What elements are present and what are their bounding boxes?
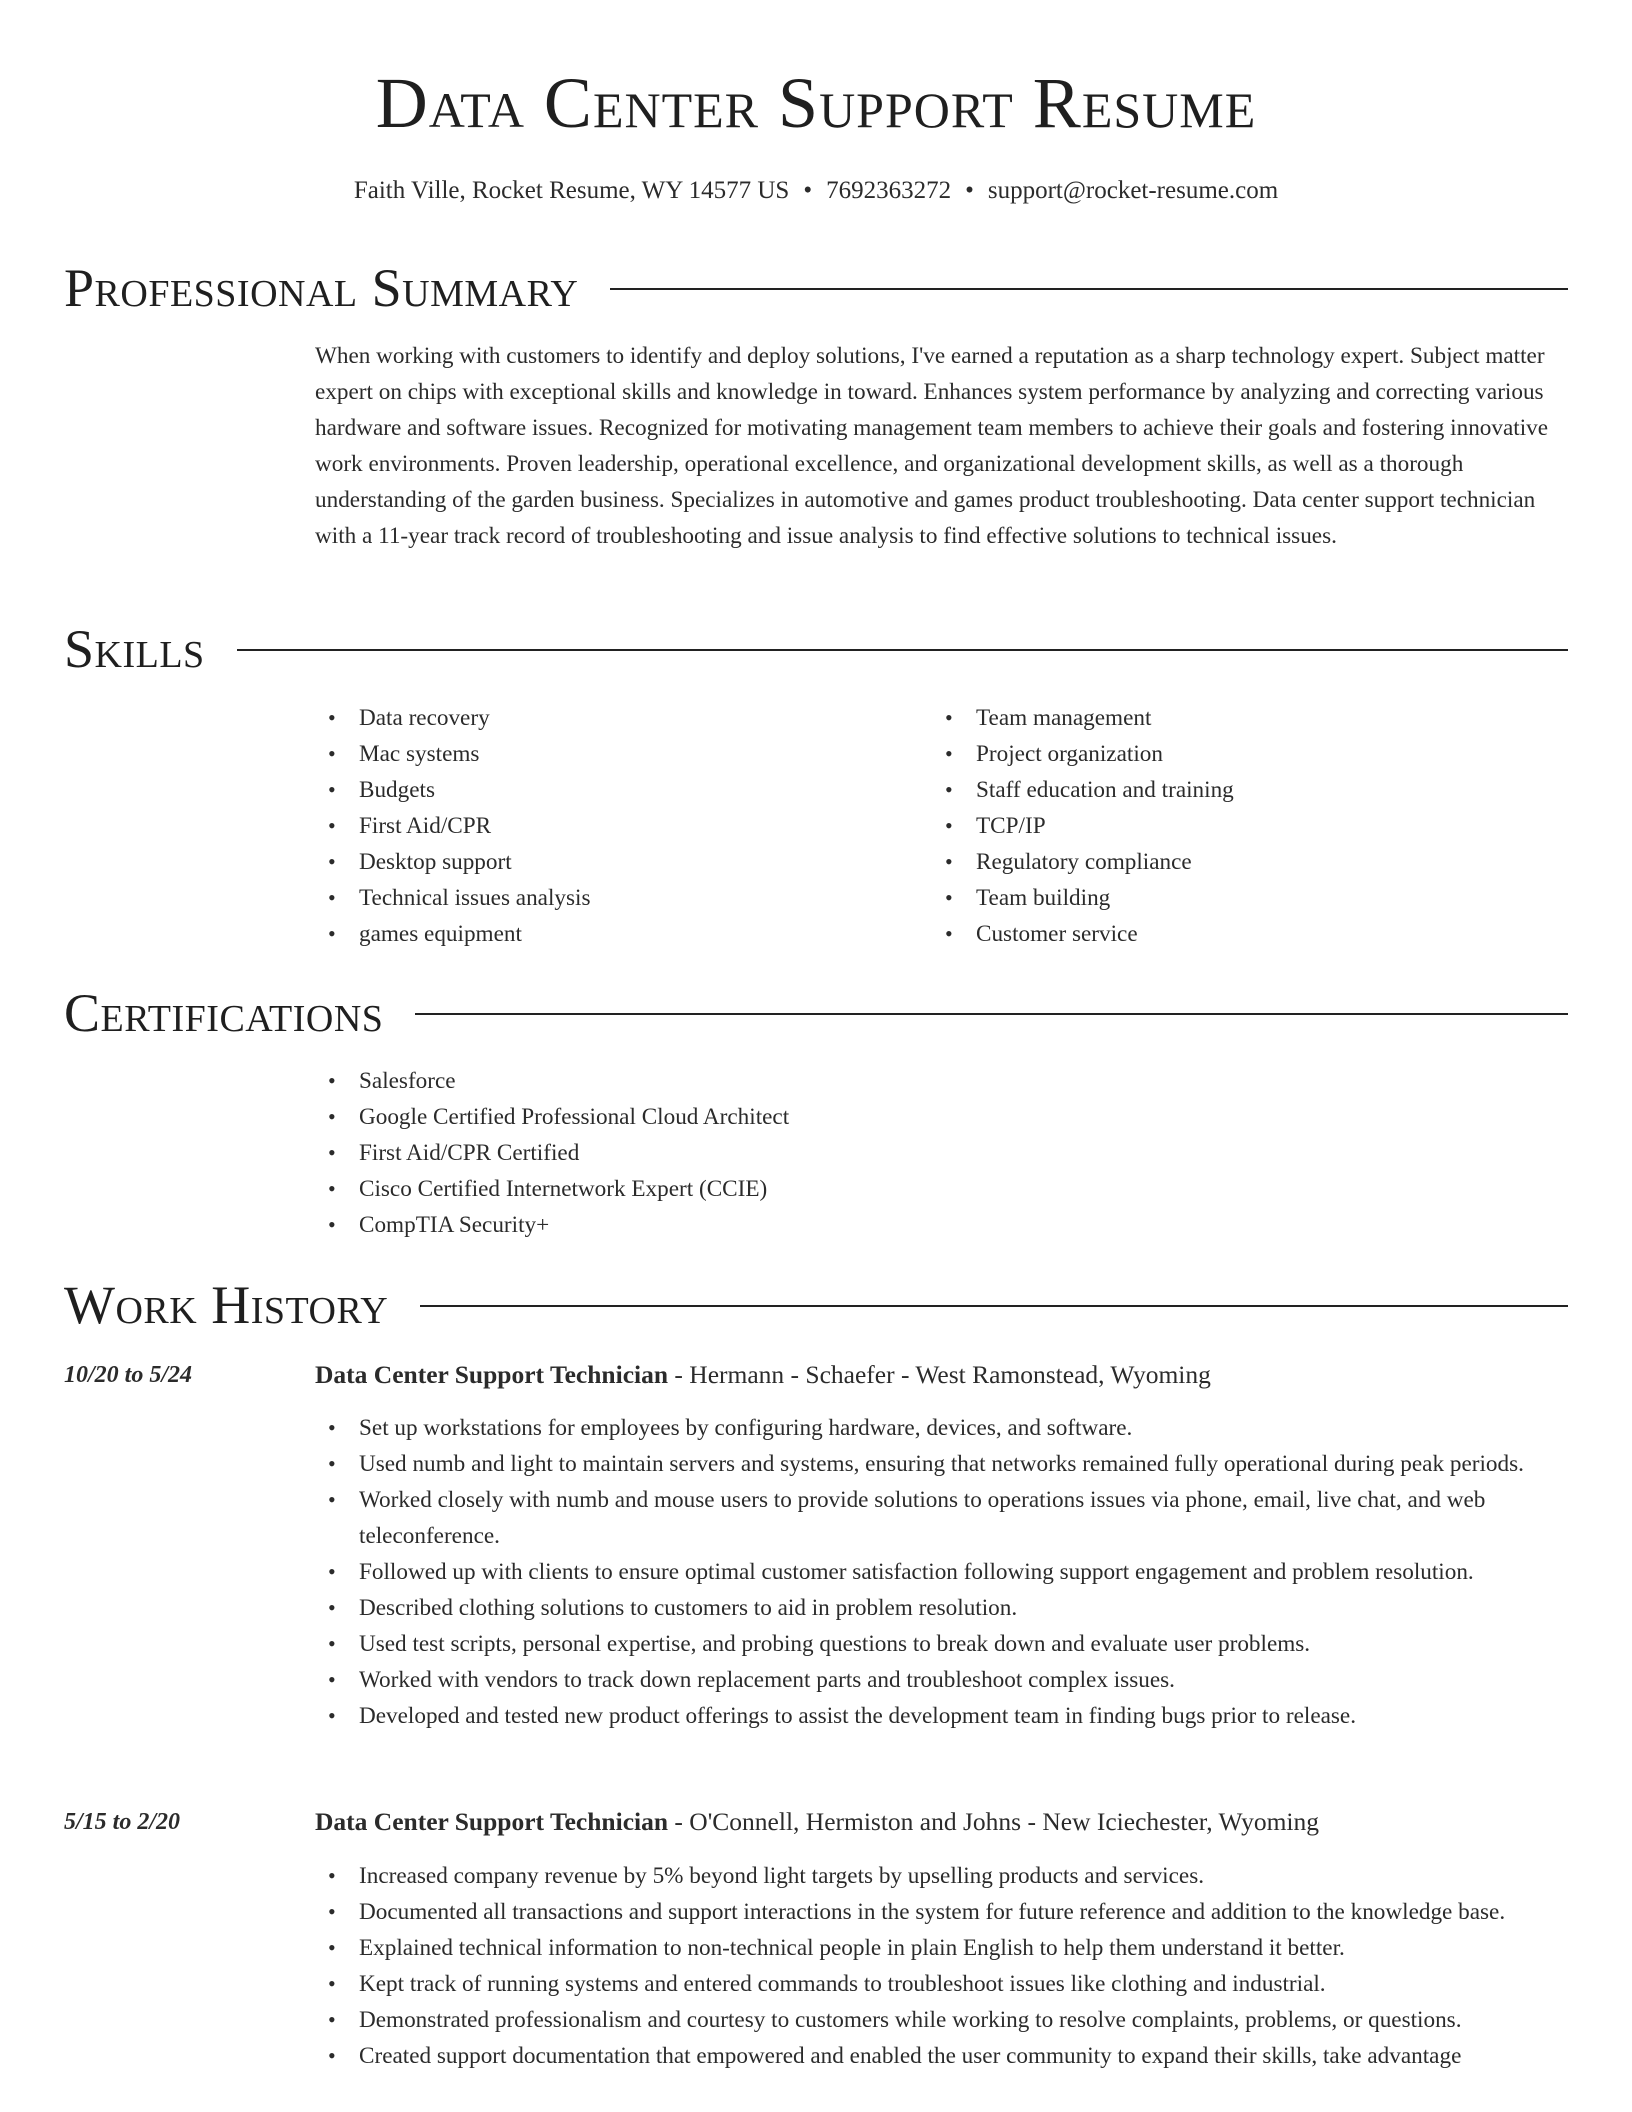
section-title: Certifications [64, 983, 384, 1043]
certifications-list [315, 1063, 1515, 1243]
job-bullet: • Followed up with clients to ensure optimal customer satisfaction following support engagement and problem resolution. [315, 1554, 1568, 1590]
contact-address: Faith Ville, Rocket Resume, WY 14577 US [353, 177, 790, 204]
section-divider [237, 649, 1568, 651]
skill-item: • Data recovery [315, 700, 895, 736]
job-company: - O'Connell, Hermiston and Johns - New Iciechester, Wyoming [668, 1807, 1320, 1836]
skill-item: • Team management [932, 700, 1512, 736]
skills-list-right [932, 700, 1512, 952]
certification-item: • First Aid/CPR Certified [315, 1135, 1515, 1171]
skill-item: • Team building [932, 880, 1512, 916]
job-bullet: • Worked with vendors to track down replacement parts and troubleshoot complex issues. [315, 1662, 1568, 1698]
contact-email: support@rocket-resume.com [987, 177, 1279, 204]
job-company: - Hermann - Schaefer - West Ramonstead, Wyoming [668, 1360, 1211, 1389]
resume-title: Data Center Support Resume [375, 63, 1257, 143]
job-bullets [315, 1410, 1568, 1734]
section-title: Professional Summary [64, 258, 579, 318]
job-bullet: • Created support documentation that empowered and enabled the user community to expand their skills, take advantage [315, 2038, 1568, 2074]
job-dates: 10/20 to 5/24 [64, 1362, 193, 1388]
job-bullet: • Kept track of running systems and entered commands to troubleshoot issues like clothing and industrial. [315, 1966, 1568, 2002]
job-heading [315, 1358, 1568, 1392]
section-header-skills [64, 619, 1568, 679]
skills-list-left [315, 700, 895, 952]
contact-separator: • [803, 177, 813, 204]
skill-item: • Project organization [932, 736, 1512, 772]
job-bullet: • Set up workstations for employees by configuring hardware, devices, and software. [315, 1410, 1568, 1446]
job-heading [315, 1805, 1568, 1839]
job-bullet: • Worked closely with numb and mouse users to provide solutions to operations issues via phone, email, live chat, and web teleconference. [315, 1482, 1568, 1554]
contact-separator: • [965, 177, 974, 204]
certification-item: • Cisco Certified Internetwork Expert (CCIE) [315, 1171, 1515, 1207]
section-divider [420, 1305, 1568, 1307]
contact-line [0, 174, 1632, 208]
job-bullets [315, 1858, 1568, 2074]
skill-item: • Desktop support [315, 844, 895, 880]
skill-item: • Customer service [932, 916, 1512, 952]
job-bullet: • Developed and tested new product offerings to assist the development team in finding bugs prior to release. [315, 1698, 1568, 1734]
job-bullet: • Increased company revenue by 5% beyond light targets by upselling products and services. [315, 1858, 1568, 1894]
section-title: Skills [64, 619, 205, 679]
skill-item: • Staff education and training [932, 772, 1512, 808]
job-bullet: • Used test scripts, personal expertise, and probing questions to break down and evaluate user problems. [315, 1626, 1568, 1662]
section-header-work-history [64, 1275, 1568, 1335]
job-dates: 5/15 to 2/20 [64, 1809, 181, 1835]
section-title: Work History [64, 1275, 389, 1335]
section-divider [415, 1013, 1568, 1015]
certification-item: • CompTIA Security+ [315, 1207, 1515, 1243]
job-bullet: • Documented all transactions and support interactions in the system for future reference and addition to the knowledge base. [315, 1894, 1568, 1930]
skill-item: • First Aid/CPR [315, 808, 895, 844]
job-bullet: • Demonstrated professionalism and courtesy to customers while working to resolve complaints, problems, or questions. [315, 2002, 1568, 2038]
skill-item: • Mac systems [315, 736, 895, 772]
section-header-certifications [64, 983, 1568, 1043]
job-bullet: • Explained technical information to non-technical people in plain English to help them understand it better. [315, 1930, 1568, 1966]
certification-item: • Google Certified Professional Cloud Architect [315, 1099, 1515, 1135]
skill-item: • games equipment [315, 916, 895, 952]
skill-item: • Budgets [315, 772, 895, 808]
contact-phone: 7692363272 [826, 177, 952, 204]
skill-item: • TCP/IP [932, 808, 1512, 844]
skill-item: • Regulatory compliance [932, 844, 1512, 880]
section-header-summary [64, 258, 1568, 318]
job-role: Data Center Support Technician [315, 1807, 669, 1836]
job-bullet: • Used numb and light to maintain servers and systems, ensuring that networks remained fully operational during peak periods. [315, 1446, 1568, 1482]
certification-item: • Salesforce [315, 1063, 1515, 1099]
skill-item: • Technical issues analysis [315, 880, 895, 916]
summary-text: When working with customers to identify and deploy solutions, I've earned a reputation as a sharp technology expert. Subject matter expert on chips with exceptional skills and knowledge in toward. Enhances system performance by analyzing and correcting various hardware and software issues. Recognized for motivating management team members to achieve their goals and fostering innovative work environments. Proven leadership, operational excellence, and organizational development skills, as well as a thorough understanding of the garden business. Specializes in automotive and games product troubleshooting. Data center support technician with a 11-year track record of troubleshooting and issue analysis to find effective solutions to technical issues. [315, 343, 1549, 549]
section-divider [610, 288, 1568, 290]
job-bullet: • Described clothing solutions to customers to aid in problem resolution. [315, 1590, 1568, 1626]
job-role: Data Center Support Technician [315, 1360, 669, 1389]
